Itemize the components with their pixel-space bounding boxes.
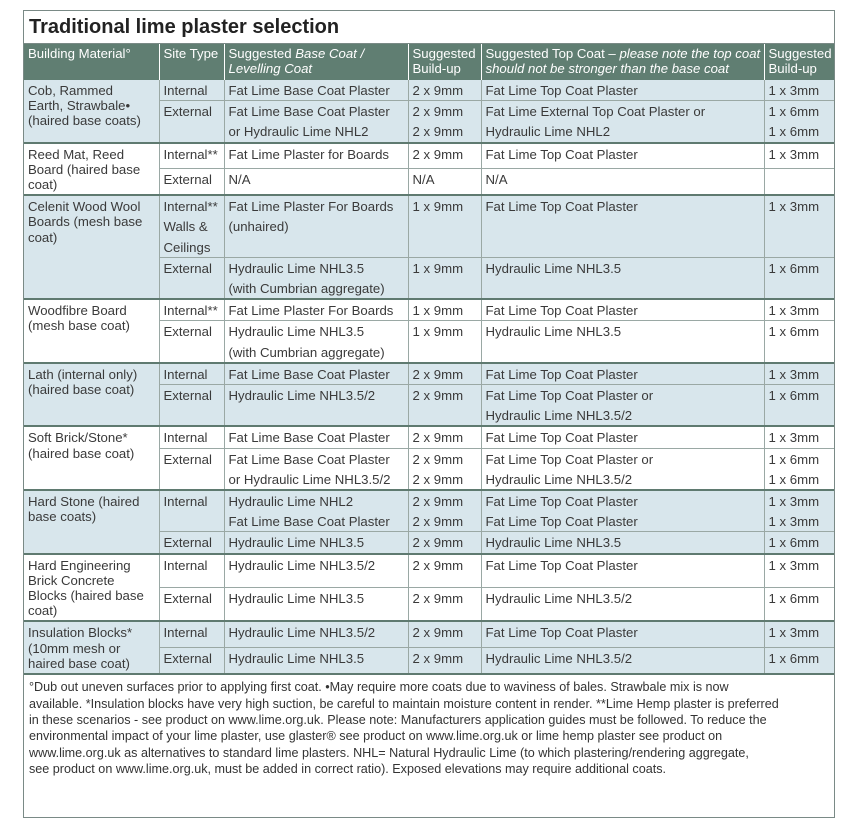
- base-buildup-cell: [408, 257, 481, 299]
- top-coat-text: Fat Lime Top Coat Plaster: [485, 557, 638, 573]
- site-type-text: Ceilings: [163, 239, 211, 255]
- site-type-text: External: [163, 451, 212, 467]
- building-material-cell: [24, 554, 159, 622]
- top-buildup-text: 1 x 6mm: [768, 124, 820, 140]
- footnote-line: available. *Insulation blocks have very high suction, be careful to maintain moisture content in render. **Lime Hemp plaster is preferred: [29, 696, 779, 711]
- site-type-cell: [159, 195, 224, 257]
- base-coat-cell: [224, 448, 408, 490]
- top-coat-text: Fat Lime Top Coat Plaster: [485, 83, 638, 98]
- top-coat-text: Fat Lime Top Coat Plaster: [485, 625, 638, 641]
- base-coat-cell: [224, 532, 408, 554]
- top-coat-text: Fat Lime Top Coat Plaster: [485, 146, 638, 162]
- top-buildup-cell: [764, 169, 834, 195]
- building-material-text: haired base coat): [28, 655, 130, 671]
- top-buildup-text: 1 x 3mm: [768, 514, 820, 530]
- top-buildup-cell: [764, 385, 834, 427]
- footnote-line: www.lime.org.uk as alternatives to standard lime plasters. NHL= Natural Hydraulic Lime (to which plastering/rendering aggregate,: [29, 745, 749, 760]
- base-coat-text: Fat Lime Base Coat Plaster: [228, 451, 390, 467]
- top-coat-cell: [481, 80, 764, 101]
- top-buildup-text: 1 x 6mm: [768, 471, 820, 487]
- base-buildup-text: 2 x 9mm: [412, 451, 464, 467]
- top-coat-cell: [481, 143, 764, 169]
- site-type-cell: [159, 143, 224, 169]
- base-buildup-cell: [408, 648, 481, 674]
- top-coat-cell: [481, 554, 764, 588]
- top-buildup-text: 1 x 6mm: [768, 651, 820, 667]
- base-buildup-cell: [408, 321, 481, 363]
- site-type-text: External: [163, 104, 212, 120]
- base-coat-text: Hydraulic Lime NHL3.5: [228, 651, 365, 667]
- top-coat-text: Fat Lime External Top Coat Plaster or: [485, 104, 706, 120]
- base-buildup-text: 2 x 9mm: [412, 430, 464, 446]
- base-coat-cell: [224, 321, 408, 363]
- top-coat-text: Hydraulic Lime NHL3.5/2: [485, 591, 633, 607]
- top-buildup-text: 1 x 6mm: [768, 388, 820, 404]
- building-material-text: Soft Brick/Stone*: [28, 430, 128, 446]
- base-coat-cell: [224, 299, 408, 321]
- building-material-text: base coats): [28, 509, 97, 525]
- top-coat-cell: [481, 621, 764, 647]
- base-coat-text: or Hydraulic Lime NHL3.5/2: [228, 471, 391, 487]
- base-coat-text: (with Cumbrian aggregate): [228, 344, 385, 360]
- top-buildup-text: 1 x 3mm: [768, 625, 820, 641]
- top-buildup-text: 1 x 6mm: [768, 535, 820, 551]
- top-buildup-cell: [764, 80, 834, 101]
- top-coat-cell: [481, 588, 764, 622]
- table-row: [24, 143, 834, 169]
- footnote-line: see product on www.lime.org.uk, must be added in correct ratio). Exposed elevations may require additional coats.: [29, 762, 667, 777]
- base-buildup-cell: [408, 143, 481, 169]
- top-buildup-text: 1 x 6mm: [768, 324, 820, 340]
- base-buildup-cell: [408, 554, 481, 588]
- top-coat-cell: [481, 363, 764, 385]
- top-coat-text: N/A: [485, 172, 508, 188]
- base-coat-cell: [224, 363, 408, 385]
- top-coat-cell: [481, 648, 764, 674]
- base-coat-cell: [224, 588, 408, 622]
- header-buildup-top: Suggested Build-up: [764, 44, 834, 80]
- lime-plaster-table-panel: [23, 10, 835, 818]
- site-type-text: External: [163, 172, 212, 188]
- header-base-coat: Suggested Base Coat / Levelling Coat: [224, 44, 408, 80]
- base-coat-text: Hydraulic Lime NHL3.5: [228, 535, 365, 551]
- site-type-cell: [159, 648, 224, 674]
- building-material-cell: [24, 80, 159, 143]
- base-coat-text: (unhaired): [228, 219, 289, 235]
- top-coat-cell: [481, 426, 764, 448]
- top-coat-text: Fat Lime Top Coat Plaster: [485, 514, 638, 530]
- base-buildup-text: 2 x 9mm: [412, 124, 464, 140]
- base-buildup-cell: [408, 101, 481, 143]
- building-material-text: (10mm mesh or: [28, 640, 121, 656]
- base-coat-cell: [224, 385, 408, 427]
- site-type-cell: [159, 490, 224, 532]
- top-buildup-text: 1 x 3mm: [768, 146, 820, 162]
- building-material-text: Lath (internal only): [28, 366, 138, 382]
- building-material-cell: [24, 490, 159, 554]
- base-coat-cell: [224, 554, 408, 588]
- top-coat-cell: [481, 385, 764, 427]
- site-type-cell: [159, 448, 224, 490]
- material-group: [24, 143, 834, 196]
- building-material-text: Blocks (haired base: [28, 588, 144, 604]
- table-row: [24, 490, 834, 532]
- base-buildup-text: 1 x 9mm: [412, 303, 464, 319]
- building-material-text: Board (haired base: [28, 161, 141, 177]
- base-coat-text: or Hydraulic Lime NHL2: [228, 124, 369, 140]
- base-coat-text: Fat Lime Plaster for Boards: [228, 146, 390, 162]
- top-buildup-cell: [764, 299, 834, 321]
- top-buildup-text: 1 x 3mm: [768, 366, 820, 382]
- base-coat-text: N/A: [228, 172, 251, 188]
- site-type-cell: [159, 426, 224, 448]
- table-row: [24, 554, 834, 588]
- building-material-text: Cob, Rammed: [28, 83, 114, 98]
- building-material-text: Boards (mesh base: [28, 214, 143, 230]
- base-buildup-cell: [408, 426, 481, 448]
- base-buildup-text: 2 x 9mm: [412, 557, 464, 573]
- base-buildup-text: 2 x 9mm: [412, 83, 464, 98]
- top-buildup-text: 1 x 3mm: [768, 557, 820, 573]
- base-buildup-text: 1 x 9mm: [412, 260, 464, 276]
- base-buildup-cell: [408, 169, 481, 195]
- building-material-text: (haired base coat): [28, 445, 135, 461]
- site-type-text: External: [163, 651, 212, 667]
- building-material-text: Earth, Strawbale•: [28, 98, 131, 114]
- top-buildup-cell: [764, 195, 834, 257]
- plaster-selection-table: [24, 44, 834, 675]
- base-buildup-text: 2 x 9mm: [412, 104, 464, 120]
- base-coat-text: Fat Lime Base Coat Plaster: [228, 366, 390, 382]
- top-coat-cell: [481, 448, 764, 490]
- top-buildup-text: 1 x 3mm: [768, 303, 820, 319]
- top-coat-text: Fat Lime Top Coat Plaster: [485, 430, 638, 446]
- base-buildup-text: 2 x 9mm: [412, 535, 464, 551]
- building-material-text: Hard Stone (haired: [28, 494, 140, 510]
- site-type-text: Internal: [163, 557, 208, 573]
- material-group: [24, 80, 834, 143]
- top-buildup-cell: [764, 490, 834, 532]
- site-type-text: Internal: [163, 430, 208, 446]
- header-site-type: Site Type: [159, 44, 224, 80]
- footnote-line: environmental impact of your lime plaster, use glaster® see product on www.lime.org.uk or lime hemp plaster see product on: [29, 729, 723, 744]
- building-material-cell: [24, 621, 159, 674]
- site-type-text: Internal: [163, 625, 208, 641]
- base-buildup-cell: [408, 588, 481, 622]
- site-type-cell: [159, 101, 224, 143]
- base-coat-text: (with Cumbrian aggregate): [228, 281, 385, 297]
- site-type-text: External: [163, 591, 212, 607]
- top-coat-text: Fat Lime Top Coat Plaster: [485, 494, 638, 510]
- top-buildup-cell: [764, 554, 834, 588]
- footnote: [24, 675, 834, 781]
- top-buildup-cell: [764, 321, 834, 363]
- top-coat-text: Hydraulic Lime NHL2: [485, 124, 611, 140]
- building-material-cell: [24, 143, 159, 196]
- page-title: Traditional lime plaster selection: [24, 11, 834, 44]
- base-coat-cell: [224, 490, 408, 532]
- base-buildup-cell: [408, 490, 481, 532]
- building-material-text: Hard Engineering: [28, 557, 131, 573]
- building-material-cell: [24, 426, 159, 490]
- table-row: [24, 363, 834, 385]
- base-coat-text: Hydraulic Lime NHL3.5/2: [228, 625, 376, 641]
- site-type-cell: [159, 169, 224, 195]
- base-buildup-cell: [408, 363, 481, 385]
- base-buildup-cell: [408, 448, 481, 490]
- top-buildup-cell: [764, 621, 834, 647]
- site-type-cell: [159, 299, 224, 321]
- site-type-text: Internal: [163, 494, 208, 510]
- building-material-text: Reed Mat, Reed: [28, 146, 125, 162]
- base-buildup-cell: [408, 532, 481, 554]
- top-coat-text: Fat Lime Top Coat Plaster: [485, 303, 638, 319]
- site-type-text: Internal**: [163, 303, 218, 319]
- site-type-cell: [159, 321, 224, 363]
- base-buildup-text: 2 x 9mm: [412, 625, 464, 641]
- site-type-text: Internal**: [163, 199, 218, 215]
- building-material-text: coat): [28, 177, 58, 193]
- header-building-material: Building Material°: [24, 44, 159, 80]
- top-buildup-text: 1 x 6mm: [768, 104, 820, 120]
- base-buildup-text: N/A: [412, 172, 435, 188]
- top-buildup-cell: [764, 648, 834, 674]
- site-type-cell: [159, 532, 224, 554]
- table-header-row: [24, 44, 834, 80]
- site-type-cell: [159, 588, 224, 622]
- footnote-line: °Dub out uneven surfaces prior to applying first coat. •May require more coats due to waviness of bales. Strawbale mix is now: [29, 680, 729, 695]
- base-coat-text: Fat Lime Base Coat Plaster: [228, 514, 390, 530]
- base-coat-cell: [224, 101, 408, 143]
- table-row: [24, 80, 834, 101]
- top-coat-cell: [481, 169, 764, 195]
- top-buildup-cell: [764, 426, 834, 448]
- base-buildup-text: 2 x 9mm: [412, 366, 464, 382]
- top-buildup-text: 1 x 6mm: [768, 591, 820, 607]
- top-coat-cell: [481, 490, 764, 532]
- material-group: [24, 363, 834, 427]
- building-material-text: coat): [28, 229, 58, 245]
- top-coat-text: Hydraulic Lime NHL3.5/2: [485, 471, 633, 487]
- base-buildup-text: 2 x 9mm: [412, 388, 464, 404]
- base-buildup-cell: [408, 80, 481, 101]
- table-row: [24, 621, 834, 647]
- building-material-text: (mesh base coat): [28, 318, 130, 334]
- building-material-cell: [24, 299, 159, 363]
- material-group: [24, 490, 834, 554]
- top-coat-text: Hydraulic Lime NHL3.5: [485, 260, 622, 276]
- base-coat-text: Fat Lime Base Coat Plaster: [228, 430, 390, 446]
- building-material-text: Celenit Wood Wool: [28, 199, 141, 215]
- base-buildup-text: 2 x 9mm: [412, 146, 464, 162]
- site-type-text: External: [163, 535, 212, 551]
- material-group: [24, 554, 834, 622]
- top-coat-text: Hydraulic Lime NHL3.5: [485, 535, 622, 551]
- base-coat-cell: [224, 80, 408, 101]
- header-buildup-base: Suggested Build-up: [408, 44, 481, 80]
- base-coat-cell: [224, 143, 408, 169]
- base-coat-text: Fat Lime Plaster For Boards: [228, 199, 394, 215]
- base-coat-text: Fat Lime Base Coat Plaster: [228, 83, 390, 98]
- building-material-text: Brick Concrete: [28, 572, 115, 588]
- top-buildup-text: 1 x 3mm: [768, 83, 820, 98]
- top-buildup-text: 1 x 3mm: [768, 494, 820, 510]
- top-coat-cell: [481, 101, 764, 143]
- top-buildup-cell: [764, 143, 834, 169]
- building-material-text: coat): [28, 603, 58, 619]
- base-buildup-text: 1 x 9mm: [412, 199, 464, 215]
- base-coat-text: Fat Lime Base Coat Plaster: [228, 104, 390, 120]
- top-coat-text: Fat Lime Top Coat Plaster or: [485, 388, 654, 404]
- top-coat-text: Hydraulic Lime NHL3.5: [485, 324, 622, 340]
- base-coat-cell: [224, 195, 408, 257]
- base-buildup-text: 2 x 9mm: [412, 514, 464, 530]
- base-coat-text: Hydraulic Lime NHL3.5: [228, 324, 365, 340]
- site-type-text: External: [163, 260, 212, 276]
- building-material-text: (haired base coats): [28, 113, 141, 129]
- base-coat-cell: [224, 169, 408, 195]
- material-group: [24, 299, 834, 363]
- footnote-line: in these scenarios - see product on www.lime.org.uk. Please note: Manufacturers application guides must be followed. To reduce the: [29, 712, 767, 727]
- top-buildup-cell: [764, 448, 834, 490]
- table-row: [24, 195, 834, 257]
- site-type-cell: [159, 621, 224, 647]
- top-coat-text: Fat Lime Top Coat Plaster: [485, 366, 638, 382]
- base-coat-cell: [224, 648, 408, 674]
- building-material-cell: [24, 363, 159, 427]
- site-type-text: Walls &: [163, 219, 208, 235]
- top-buildup-cell: [764, 363, 834, 385]
- base-coat-cell: [224, 257, 408, 299]
- building-material-text: (haired base coat): [28, 382, 135, 398]
- building-material-cell: [24, 195, 159, 299]
- base-buildup-text: 2 x 9mm: [412, 591, 464, 607]
- top-coat-cell: [481, 195, 764, 257]
- top-coat-cell: [481, 321, 764, 363]
- site-type-text: Internal**: [163, 146, 218, 162]
- table-row: [24, 426, 834, 448]
- top-coat-cell: [481, 257, 764, 299]
- base-buildup-cell: [408, 621, 481, 647]
- site-type-cell: [159, 80, 224, 101]
- table-row: [24, 299, 834, 321]
- building-material-text: Insulation Blocks*: [28, 625, 133, 641]
- base-coat-cell: [224, 621, 408, 647]
- top-buildup-text: 1 x 3mm: [768, 430, 820, 446]
- base-buildup-text: 1 x 9mm: [412, 324, 464, 340]
- material-group: [24, 195, 834, 299]
- site-type-text: External: [163, 324, 212, 340]
- top-buildup-cell: [764, 257, 834, 299]
- top-buildup-text: 1 x 6mm: [768, 260, 820, 276]
- top-coat-cell: [481, 299, 764, 321]
- site-type-cell: [159, 385, 224, 427]
- top-buildup-cell: [764, 101, 834, 143]
- top-coat-cell: [481, 532, 764, 554]
- base-buildup-cell: [408, 195, 481, 257]
- site-type-text: Internal: [163, 83, 208, 98]
- base-coat-text: Hydraulic Lime NHL2: [228, 494, 354, 510]
- base-coat-text: Hydraulic Lime NHL3.5/2: [228, 388, 376, 404]
- top-coat-text: Fat Lime Top Coat Plaster or: [485, 451, 654, 467]
- top-buildup-text: 1 x 6mm: [768, 451, 820, 467]
- base-buildup-text: 2 x 9mm: [412, 471, 464, 487]
- material-group: [24, 426, 834, 490]
- top-buildup-cell: [764, 532, 834, 554]
- top-coat-text: Fat Lime Top Coat Plaster: [485, 199, 638, 215]
- site-type-cell: [159, 257, 224, 299]
- base-coat-text: Hydraulic Lime NHL3.5/2: [228, 557, 376, 573]
- base-coat-text: Hydraulic Lime NHL3.5: [228, 591, 365, 607]
- base-buildup-cell: [408, 299, 481, 321]
- material-group: [24, 621, 834, 674]
- base-coat-text: Fat Lime Plaster For Boards: [228, 303, 394, 319]
- building-material-text: Woodfibre Board: [28, 303, 127, 319]
- site-type-text: Internal: [163, 366, 208, 382]
- top-coat-text: Hydraulic Lime NHL3.5/2: [485, 408, 633, 424]
- top-coat-text: Hydraulic Lime NHL3.5/2: [485, 651, 633, 667]
- header-top-coat: Suggested Top Coat – please note the top coat should not be stronger than the base coat: [481, 44, 764, 80]
- base-coat-cell: [224, 426, 408, 448]
- base-buildup-cell: [408, 385, 481, 427]
- top-buildup-text: 1 x 3mm: [768, 199, 820, 215]
- site-type-cell: [159, 554, 224, 588]
- base-buildup-text: 2 x 9mm: [412, 494, 464, 510]
- site-type-cell: [159, 363, 224, 385]
- top-buildup-cell: [764, 588, 834, 622]
- site-type-text: External: [163, 388, 212, 404]
- base-buildup-text: 2 x 9mm: [412, 651, 464, 667]
- base-coat-text: Hydraulic Lime NHL3.5: [228, 260, 365, 276]
